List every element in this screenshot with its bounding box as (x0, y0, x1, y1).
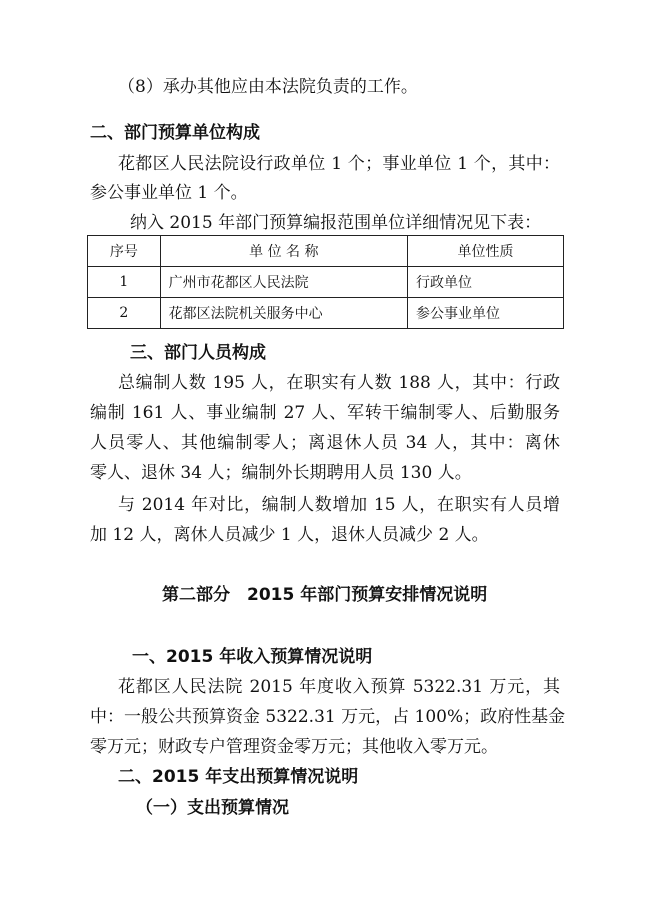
section-3-paragraph-line: 零人、退休 34 人；编制外长期聘用人员 130 人。 (90, 463, 472, 483)
section-3-paragraph-line: 总编制人数 195 人，在职实有人数 188 人，其中：行政 (118, 373, 560, 393)
cell-index: 2 (88, 298, 161, 329)
income-paragraph-line: 中：一般公共预算资金 5322.31 万元，占 100%；政府性基金 (90, 707, 566, 727)
expense-sub-heading: （一）支出预算情况 (136, 798, 289, 818)
income-heading: 一、2015 年收入预算情况说明 (132, 647, 373, 667)
comparison-paragraph-line: 加 12 人，离休人员减少 1 人，退休人员减少 2 人。 (90, 525, 489, 545)
header-index: 序号 (88, 236, 161, 267)
item-8-text: （8）承办其他应由本法院负责的工作。 (118, 77, 418, 97)
cell-index: 1 (88, 267, 161, 298)
income-paragraph-line: 花都区人民法院 2015 年度收入预算 5322.31 万元，其 (118, 677, 560, 697)
table-row (88, 298, 564, 329)
section-2-paragraph-line: 花都区人民法院设行政单位 1 个；事业单位 1 个，其中： (118, 154, 560, 174)
cell-unit-type: 行政单位 (407, 267, 563, 298)
section-2-paragraph-line: 参公事业单位 1 个。 (90, 183, 248, 203)
cell-unit-name: 花都区法院机关服务中心 (160, 298, 407, 329)
cell-unit-type: 参公事业单位 (407, 298, 563, 329)
section-3-paragraph-line: 人员零人、其他编制零人；离退休人员 34 人，其中：离休 (90, 433, 560, 453)
section-3-heading: 三、部门人员构成 (130, 343, 266, 363)
section-3-paragraph-line: 编制 161 人、事业编制 27 人、军转干编制零人、后勤服务 (90, 403, 560, 423)
section-2-heading: 二、部门预算单位构成 (90, 123, 260, 143)
units-table (87, 235, 564, 329)
comparison-paragraph-line: 与 2014 年对比，编制人数增加 15 人，在职实有人员增 (118, 495, 560, 515)
table-intro-text: 纳入 2015 年部门预算编报范围单位详细情况见下表： (130, 213, 542, 233)
income-paragraph-line: 零万元；财政专户管理资金零万元；其他收入零万元。 (90, 737, 498, 757)
cell-unit-name: 广州市花都区人民法院 (160, 267, 407, 298)
part-2-title: 第二部分 2015 年部门预算安排情况说明 (162, 585, 488, 605)
expense-heading: 二、2015 年支出预算情况说明 (118, 767, 359, 787)
table-row (88, 267, 564, 298)
header-unit-name: 单 位 名 称 (160, 236, 407, 267)
table-header-row (88, 236, 564, 267)
header-unit-type: 单位性质 (407, 236, 563, 267)
